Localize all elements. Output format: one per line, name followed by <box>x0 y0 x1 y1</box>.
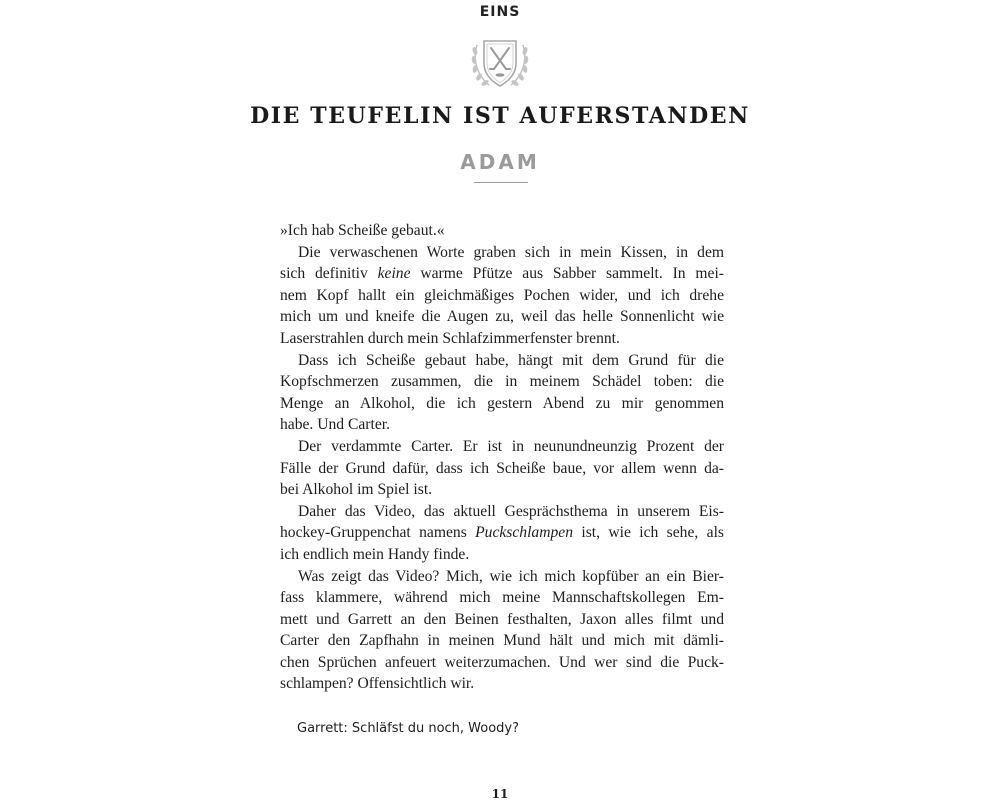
body-line: Laserstrahlen durch mein Schlafzimmerfenster brennt. <box>280 329 620 347</box>
body-line: ich endlich mein Handy finde. <box>280 545 470 563</box>
body-line: Die verwaschenen Worte graben sich in mein Kissen, in dem <box>298 243 724 261</box>
chat-message: Garrett: Schläfst du noch, Woody? <box>297 721 520 736</box>
chapter-label: EINS <box>479 4 521 20</box>
body-line: Menge an Alkohol, die ich gestern Abend zu mir genommen <box>280 394 724 412</box>
body-line: mich um und kneife die Augen zu, weil das helle Sonnenlicht wie <box>280 308 724 326</box>
body-line: Daher das Video, das aktuell Gesprächsthema in unserem Eis- <box>298 502 724 520</box>
body-line: mett und Garrett an den Beinen festhalten, Jaxon alles filmt und <box>280 610 724 628</box>
pov-character-name: ADAM <box>460 150 540 174</box>
page-number: 11 <box>491 787 509 800</box>
body-line: chen Sprüchen anfeuert weiterzumachen. Und wer sind die Puck- <box>280 653 724 671</box>
body-line: fass klammere, während mich meine Mannschaftskollegen Em- <box>280 589 724 607</box>
body-line: sich definitiv keine warme Pfütze aus Sabber sammelt. In mei- <box>280 265 724 283</box>
body-line: nem Kopf hallt ein gleichmäßiges Pochen wider, und ich drehe <box>280 286 724 304</box>
body-line: bei Alkohol im Spiel ist. <box>280 481 433 499</box>
body-line: Carter den Zapfhahn in meinen Mund hält und mich mit dämli- <box>280 632 724 650</box>
body-line: hockey-Gruppenchat namens Puckschlampen ist, wie ich sehe, als <box>280 524 724 542</box>
group-chat-name: Puckschlampen <box>475 524 573 542</box>
body-line: Was zeigt das Video? Mich, wie ich mich kopfüber an ein Bier- <box>298 567 724 585</box>
pov-divider <box>474 182 528 183</box>
body-line: habe. Und Carter. <box>280 416 390 434</box>
chapter-body <box>280 220 724 695</box>
chapter-title: DIE TEUFELIN IST AUFERSTANDEN <box>250 103 750 129</box>
hockey-crest-icon <box>469 35 531 93</box>
body-line: schlampen? Offensichtlich wir. <box>280 675 475 693</box>
body-line: Der verdammte Carter. Er ist in neunundneunzig Prozent der <box>298 437 724 455</box>
body-line: Fälle der Grund dafür, dass ich Scheiße baue, vor allem wenn da- <box>280 459 724 477</box>
emphasis-keine: keine <box>377 265 411 283</box>
body-line: »Ich hab Scheiße gebaut.« <box>280 222 445 239</box>
body-line: Dass ich Scheiße gebaut habe, hängt mit dem Grund für die <box>298 351 724 369</box>
body-line: Kopfschmerzen zusammen, die in meinem Schädel toben: die <box>280 373 724 391</box>
